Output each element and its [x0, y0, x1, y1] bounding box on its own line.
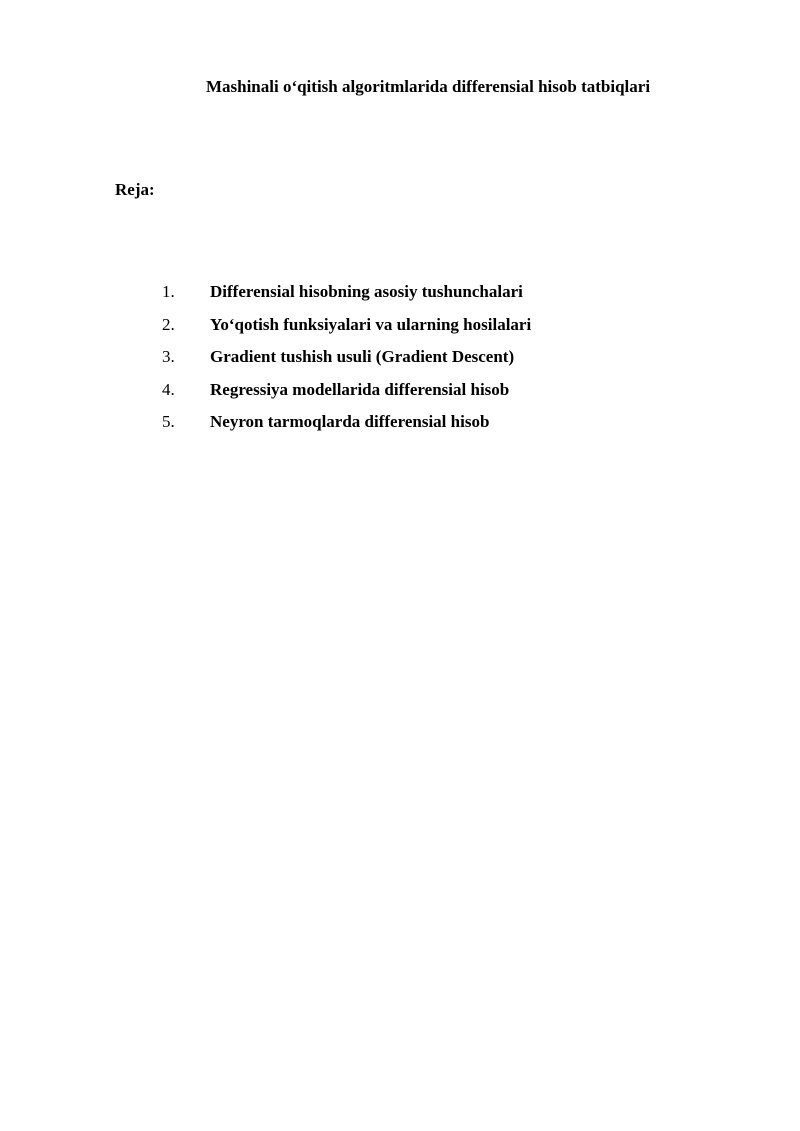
- plan-item-number: 1.: [162, 282, 175, 301]
- plan-item-number: 3.: [162, 347, 175, 366]
- plan-item-text: Neyron tarmoqlarda differensial hisob: [210, 412, 490, 431]
- plan-item-text: Gradient tushish usuli (Gradient Descent): [210, 347, 515, 366]
- plan-heading: Reja:: [115, 180, 155, 199]
- plan-list: [0, 281, 800, 444]
- plan-item: [0, 314, 800, 347]
- plan-item: [0, 346, 800, 379]
- plan-item-text: Yo‘qotish funksiyalari va ularning hosilalari: [210, 314, 532, 334]
- plan-item-text: Regressiya modellarida differensial hisob: [210, 379, 510, 399]
- plan-item-number: 4.: [162, 379, 175, 399]
- plan-item-number: 5.: [162, 412, 175, 431]
- plan-item: [0, 281, 800, 314]
- plan-item-number: 2.: [162, 314, 175, 334]
- plan-item: [0, 379, 800, 412]
- plan-item-text: Differensial hisobning asosiy tushunchalari: [210, 282, 523, 301]
- plan-item: [0, 411, 800, 444]
- document-title: Mashinali o‘qitish algoritmlarida differensial hisob tatbiqlari: [205, 77, 651, 96]
